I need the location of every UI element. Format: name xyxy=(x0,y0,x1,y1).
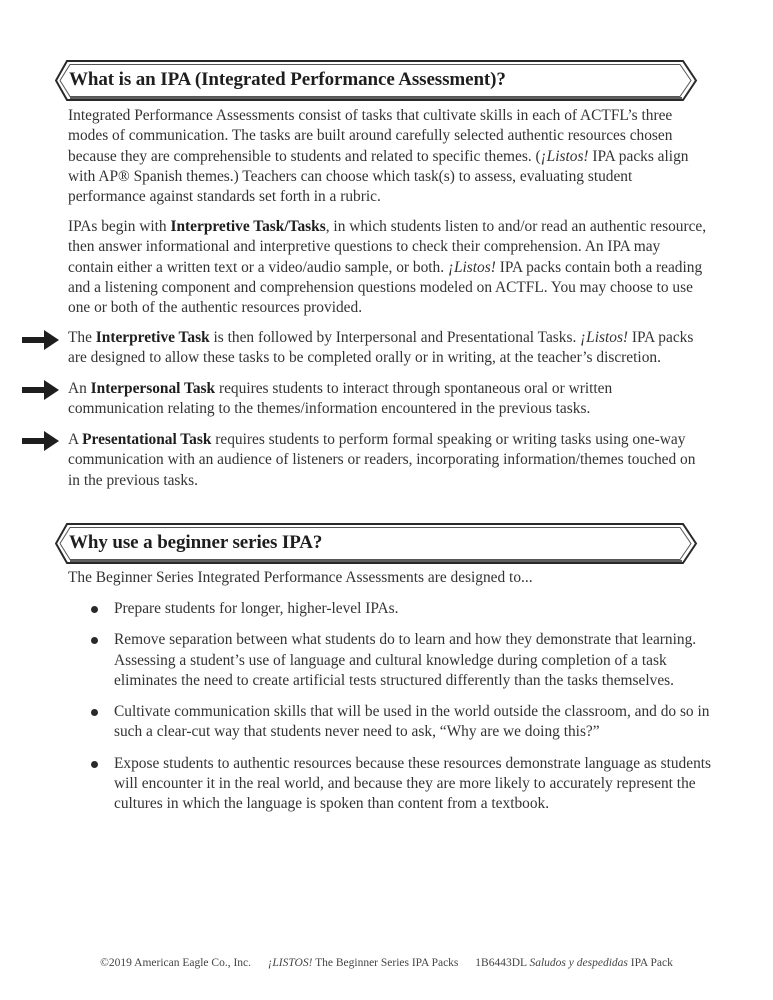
text-run: The xyxy=(68,329,96,346)
text-run: is then followed by Interpersonal and Presentational Tasks. xyxy=(209,329,581,346)
text-run: Integrated Performance Assessments consist of tasks that cultivate skills in each of ACTFL’s three modes of communication. The tasks are built around carefully selected authentic resources chosen because they are comprehensible to students and related to specific themes. ( xyxy=(68,107,673,165)
right-arrow-icon xyxy=(22,430,60,452)
page-footer xyxy=(0,957,773,969)
text-run: 1B6443DL xyxy=(475,957,530,969)
list-item xyxy=(88,599,713,619)
right-arrow-icon xyxy=(22,379,60,401)
text-run: IPA packs contain both a reading and a listening component and comprehension questions modeled on ACTFL. You may choose to use one or both of the authentic resources provided. xyxy=(68,258,703,317)
text-run: A xyxy=(68,431,83,448)
text-run: IPA Pack xyxy=(627,957,673,969)
paragraph-designed-to-intro: The Beginner Series Integrated Performance Assessments are designed to... xyxy=(68,569,533,586)
italic-listos: ¡Listos! xyxy=(580,329,629,346)
bullet-text: Expose students to authentic resources because these resources demonstrate language as students will encounter it in the real world, and because they are more likely to accurately represent the cultures in which the language is spoken than content from a textbook. xyxy=(114,754,712,813)
bold-interpretive-tasks: Interpretive Task/Tasks xyxy=(170,218,326,235)
bullet-dot-icon xyxy=(91,606,98,613)
bold-presentational-task: Presentational Task xyxy=(82,431,212,448)
footer-pack xyxy=(475,957,673,969)
arrow-item-presentational-task xyxy=(68,430,708,491)
bullet-dot-icon xyxy=(91,709,98,716)
italic-listos: ¡Listos! xyxy=(447,258,496,276)
text-run: An xyxy=(68,380,91,397)
text-run: requires students to interact through spontaneous oral or written communication relating to the themes/information encountered in the previous tasks. xyxy=(68,380,613,418)
section-heading-banner xyxy=(55,60,698,101)
list-item xyxy=(88,630,713,691)
list-item xyxy=(88,754,713,815)
list-item xyxy=(88,702,713,743)
bullet-dot-icon xyxy=(91,637,98,644)
section-title-why-beginner-ipa: Why use a beginner series IPA? xyxy=(69,532,323,553)
bold-interpersonal-task: Interpersonal Task xyxy=(90,380,216,397)
italic-pack-title: Saludos y despedidas xyxy=(529,957,628,969)
section-title-what-is-ipa: What is an IPA (Integrated Performance Assessment)? xyxy=(69,69,506,90)
benefits-bullet-list xyxy=(88,599,713,815)
right-arrow-icon xyxy=(22,329,60,351)
italic-listos: ¡Listos! xyxy=(540,147,589,165)
text-run: , in which students listen to and/or read an authentic resource, then answer informational and interpretive questions to check their comprehension. An IPA may contain either a written text or a video/audio sample, or both. xyxy=(68,218,707,276)
bold-interpretive-task: Interpretive Task xyxy=(95,329,210,346)
arrow-item-interpretive-task xyxy=(68,328,708,369)
section-heading-banner xyxy=(55,523,698,564)
bullet-text: Cultivate communication skills that will be used in the world outside the classroom, and do so in such a clear-cut way that students never need to ask, “Why are we doing this?” xyxy=(114,703,710,741)
text-run: IPAs begin with xyxy=(68,218,171,235)
bullet-text: Prepare students for longer, higher-level IPAs. xyxy=(114,600,399,617)
footer-copyright: ©2019 American Eagle Co., Inc. xyxy=(100,957,252,969)
bullet-dot-icon xyxy=(91,761,98,768)
text-run: requires students to perform formal speaking or writing tasks using one-way communication with an audience of listeners or readers, incorporating information/themes touched on in the previous tasks. xyxy=(68,431,696,489)
text-run: IPA packs align with AP® Spanish themes.) Teachers can choose which task(s) to assess, evaluating student performance against standards set forth in a rubric. xyxy=(68,147,689,206)
text-run: IPA packs are designed to allow these tasks to be completed orally or in writing, at the teacher’s discretion. xyxy=(68,329,694,367)
text-run: The Beginner Series IPA Packs xyxy=(312,957,459,969)
arrow-item-interpersonal-task xyxy=(68,379,708,420)
paragraph-ipa-definition xyxy=(68,106,708,207)
paragraph-interpretive-tasks xyxy=(68,217,708,318)
footer-series xyxy=(268,957,459,969)
bullet-text: Remove separation between what students do to learn and how they demonstrate that learning. Assessing a student’s use of language and cultural knowledge during completion of a task eliminates the need to create artificial tests structured differently than the tasks themselves. xyxy=(114,631,697,689)
italic-listos: ¡LISTOS! xyxy=(267,957,313,969)
